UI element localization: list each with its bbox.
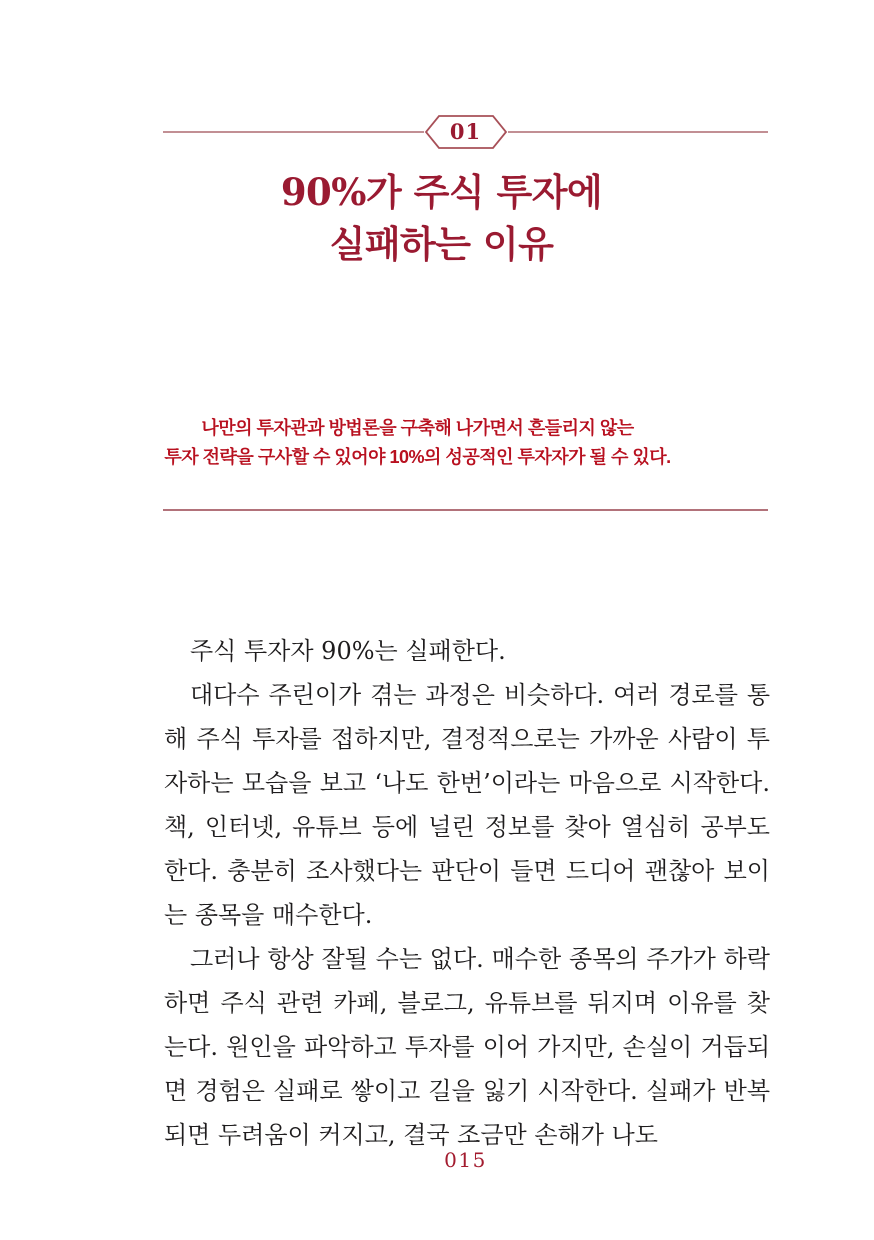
header-rule-right (508, 131, 769, 133)
section-divider (163, 509, 768, 511)
chapter-header (163, 114, 768, 150)
chapter-title-line2: 실패하는 이유 (329, 222, 554, 266)
chapter-number: 01 (449, 118, 482, 144)
body-text (164, 629, 770, 1157)
paragraph: 대다수 주린이가 겪는 과정은 비슷하다. 여러 경로를 통해 주식 투자를 접하지만, 결정적으로는 가까운 사람이 투자하는 모습을 보고 ‘나도 한번’이라는 마음으로 시작한다. 책, 인터넷, 유튜브 등에 널린 정보를 찾아 열심히 공부도 한다. 충분히 조사했다는 판단이 들면 드디어 괜찮아 보이는 종목을 매수한다. (164, 681, 770, 929)
chapter-title-line1: 90%가 주식 투자에 (280, 170, 603, 214)
chapter-number-badge (424, 114, 508, 150)
epigraph-line2: 투자 전략을 구사할 수 있어야 10%의 성공적인 투자자가 될 수 있다. (164, 447, 671, 467)
paragraph: 주식 투자자 90%는 실패한다. (190, 637, 506, 665)
epigraph-line1: 나만의 투자관과 방법론을 구축해 나가면서 흔들리지 않는 (201, 418, 634, 438)
paragraph: 그러나 항상 잘될 수는 없다. 매수한 종목의 주가가 하락하면 주식 관련 카페, 블로그, 유튜브를 뒤지며 이유를 찾는다. 원인을 파악하고 투자를 이어 가지만, 손실이 거듭되면 경험은 실패로 쌓이고 길을 잃기 시작한다. 실패가 반복되면 두려움이 커지고, 결국 조금만 손해가 나도 (164, 945, 770, 1149)
page-number: 015 (444, 1148, 487, 1172)
header-rule-left (163, 131, 424, 133)
chapter-title (139, 166, 744, 270)
chapter-epigraph (115, 414, 720, 472)
